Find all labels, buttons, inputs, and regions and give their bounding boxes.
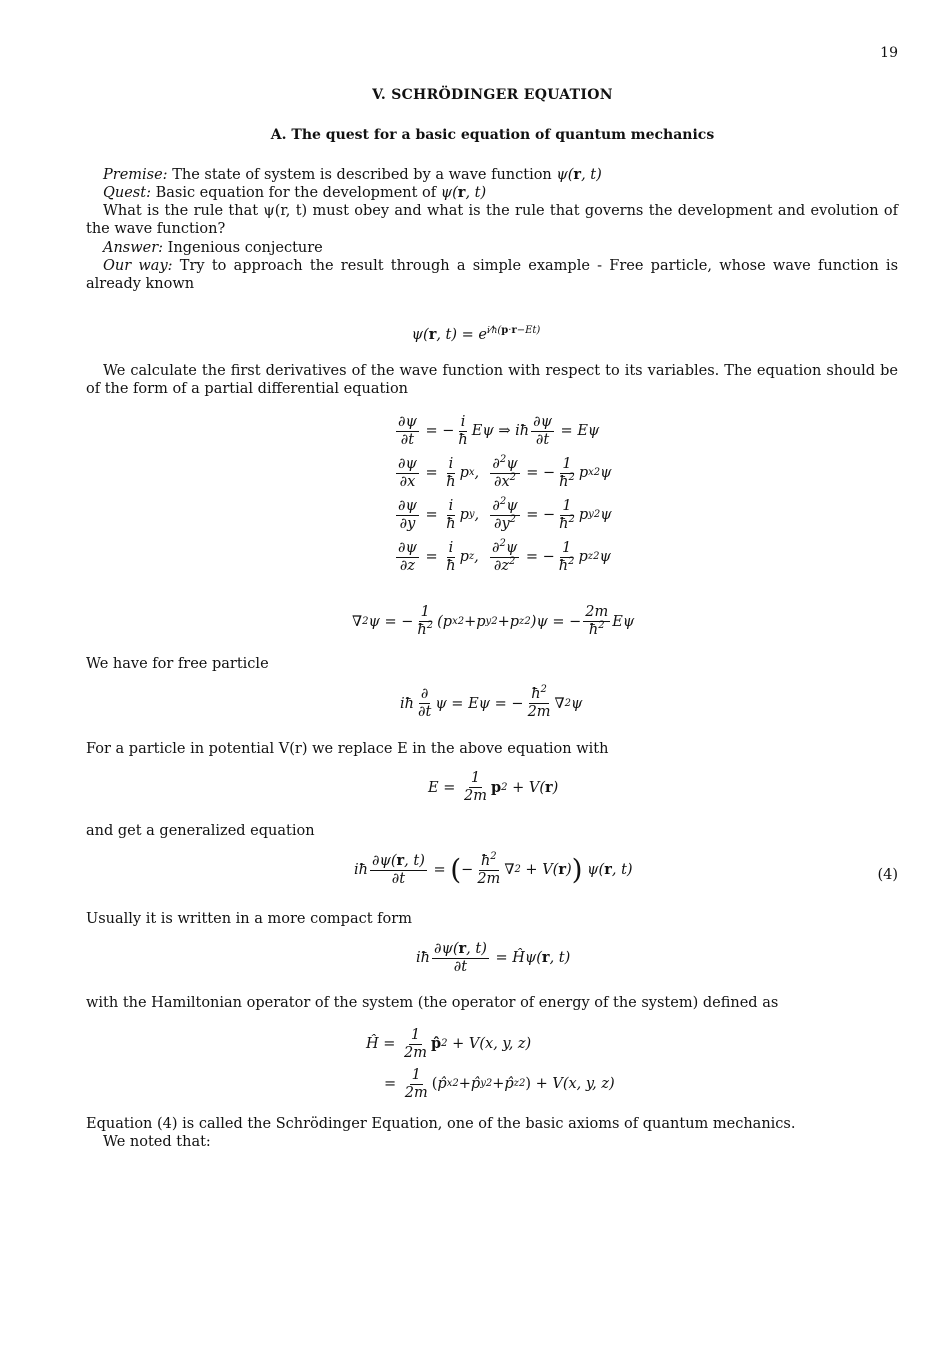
premise-math: ψ(r, t) <box>556 166 602 183</box>
equation-number: (4) <box>877 867 898 883</box>
time-derivative-row: $\frac{\partial\psi}{\partial t}$ = − $\frac{i}{ħ}$ Eψ ⇒ iħ $\frac{\partial\psi}{\partial t}$ = Eψ <box>398 413 600 448</box>
our-way-paragraph <box>86 257 898 293</box>
our-way-text: Try to approach the result through a simple example - Free particle, whose wave function is already known <box>86 258 899 292</box>
plane-wave-equation: ψ(r, $t) = e^{i⁄ħ(p\cdot r-Et)}$ <box>411 325 541 343</box>
quest-text: Basic equation for the development of <box>155 185 437 201</box>
conclusion-text: Equation (4) is called the Schrödinger Equation, one of the basic axioms of quantum mechanics. <box>86 1116 796 1132</box>
noted-text: We noted that: <box>103 1134 211 1150</box>
premise-label: Premise: <box>103 167 168 183</box>
free-particle-text: We have for free particle <box>86 656 269 672</box>
potential-paragraph: For a particle in potential V(r) we replace E in the above equation with <box>86 741 609 757</box>
compact-text: Usually it is written in a more compact form <box>86 911 412 927</box>
laplacian-equation: ∇ 2 ψ = − $\frac{1}{ħ^2}$ (p x 2 + p y 2 + p z 2 )ψ = − $\frac{2m}{ħ^2}$ Eψ <box>352 604 635 638</box>
x-derivative-row: $\frac{\partial\psi}{\partial x}$ = $\frac{i}{ħ}$ p x , $\frac{\partial^2\psi}{\partial x^2}$ = − $\frac{1}{ħ^2}$ p x 2 ψ <box>398 453 612 490</box>
quest-line <box>86 184 898 202</box>
our-way-label: Our way: <box>103 258 173 274</box>
quest-math: ψ(r, t) <box>440 184 487 201</box>
answer-label: Answer: <box>103 240 164 256</box>
answer-text: Ingenious conjecture <box>167 240 323 256</box>
hamiltonian-paragraph: with the Hamiltonian operator of the system (the operator of energy of the system) defined as <box>86 995 779 1011</box>
premise-line <box>86 166 898 184</box>
page-number: 19 <box>880 45 898 61</box>
z-derivative-row: $\frac{\partial\psi}{\partial z}$ = $\frac{i}{ħ}$ p z , $\frac{\partial^2\psi}{\partial z^2}$ = − $\frac{1}{ħ^2}$ p z 2 ψ <box>398 537 611 574</box>
question-paragraph: What is the rule that ψ(r, t) must obey and what is the rule that governs the development and evolution of the wave function? <box>86 203 898 237</box>
y-derivative-row: $\frac{\partial\psi}{\partial y}$ = $\frac{i}{ħ}$ p y , $\frac{\partial^2\psi}{\partial y^2}$ = − $\frac{1}{ħ^2}$ p y 2 ψ <box>398 495 612 532</box>
energy-equation: E = $\frac{1}{2m}$ p 2 + V( r ) <box>428 770 559 804</box>
generalized-text: and get a generalized equation <box>86 823 315 839</box>
section-title: V. SCHRÖDINGER EQUATION <box>372 87 613 103</box>
hamiltonian-definition: Ĥ = $\frac{1}{2m}$ p̂ 2 + V(x, y, z) = $\frac{1}{2m}$ ( p̂ x 2 + p̂ y 2 + p̂ z 2 ) + V(x, y, z) <box>366 1026 615 1101</box>
compact-equation: iħ $\frac{\partial\psi(r, t)}{\partial t}$ = Ĥψ( r , t) <box>416 940 571 975</box>
free-particle-equation: iħ $\frac{\partial}{\partial t}$ ψ = Eψ = − $\frac{ħ^2}{2m}$ ∇ 2 ψ <box>400 684 583 720</box>
schrodinger-equation: iħ $\frac{\partial\psi(r, t)}{\partial t}$ = ( − $\frac{ħ^2}{2m}$ ∇ 2 + V( r ) ) ψ( r , t) <box>354 850 633 887</box>
subsection-title: A. The quest for a basic equation of quantum mechanics <box>270 127 715 143</box>
derivative-block <box>394 410 694 578</box>
premise-text: The state of system is described by a wave function <box>172 167 552 183</box>
derivatives-paragraph: We calculate the first derivatives of the wave function with respect to its variables. The equation should be of the form of a partial differential equation <box>86 363 898 397</box>
answer-line <box>86 239 898 257</box>
quest-label: Quest: <box>103 185 151 201</box>
